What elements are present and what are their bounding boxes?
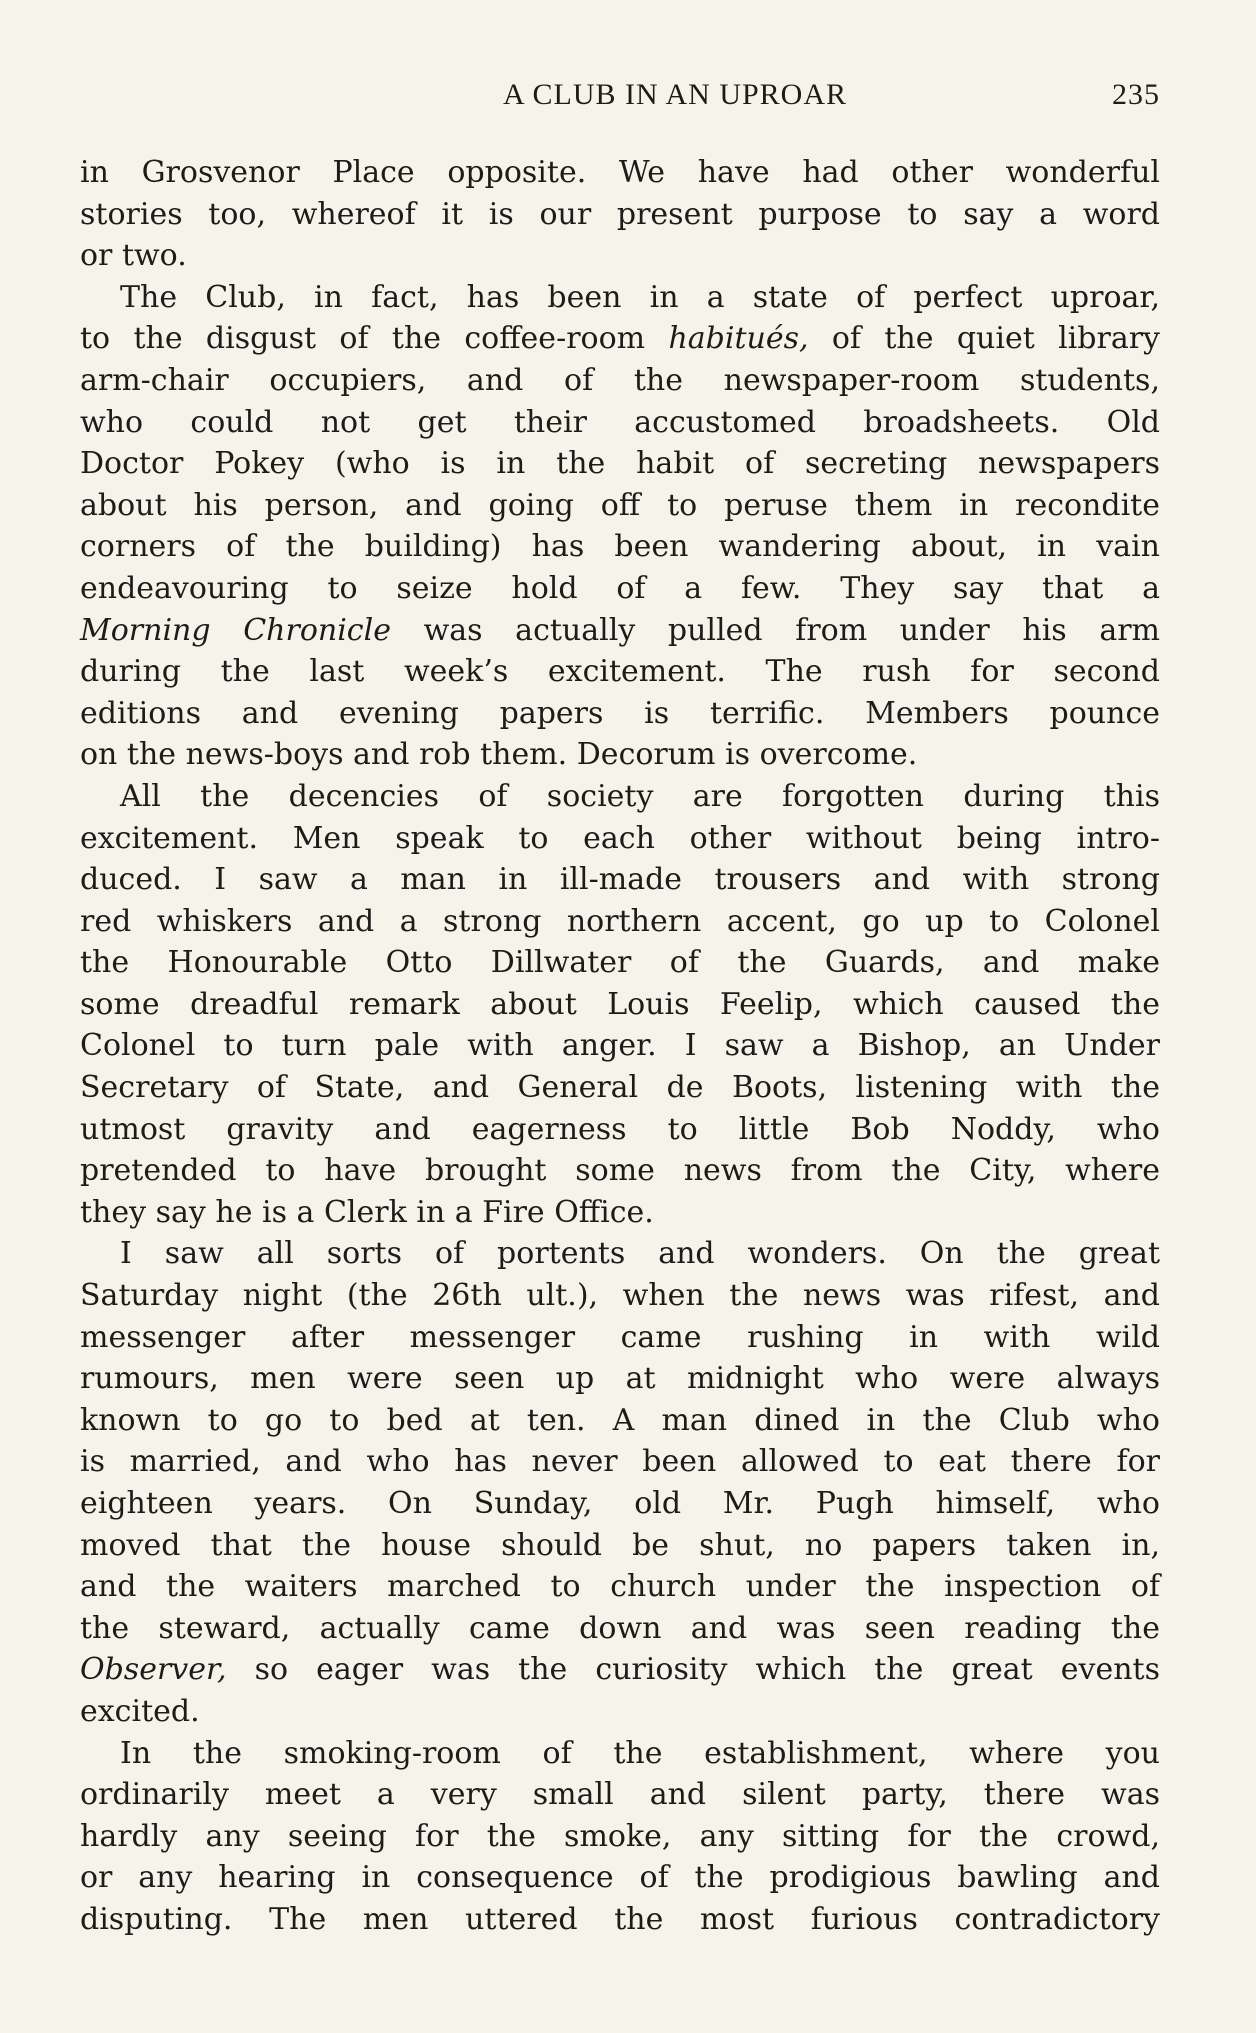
text-line: [80, 1483, 1160, 1525]
text-line: [80, 402, 1160, 444]
text-segment: some dreadful remark about Louis Feelip, which caused the: [80, 986, 1160, 1022]
text-line: [80, 693, 1160, 735]
text-segment: pretended to have brought some news from the City, where: [80, 1153, 1160, 1189]
text-line: [80, 235, 1160, 277]
text-line: [80, 1441, 1160, 1483]
text-segment: In the smoking-room of the establishment, where you: [120, 1735, 1160, 1771]
text-segment: moved that the house should be shut, no papers taken in,: [80, 1527, 1160, 1563]
text-line: [80, 1317, 1160, 1359]
text-line: [80, 1109, 1160, 1151]
text-line: [80, 942, 1160, 984]
text-segment: Doctor Pokey (who is in the habit of secreting newspapers: [80, 446, 1160, 482]
text-line: [80, 984, 1160, 1026]
text-line: [80, 318, 1160, 360]
text-segment: the steward, actually came down and was seen reading the: [80, 1610, 1160, 1646]
text-line: [80, 1691, 1160, 1733]
text-line: [80, 443, 1160, 485]
text-line: [80, 818, 1160, 860]
text-line: [80, 485, 1160, 527]
text-line: [80, 859, 1160, 901]
text-line: [80, 1067, 1160, 1109]
text-line: [80, 734, 1160, 776]
text-line: [80, 360, 1160, 402]
text-line: [80, 1857, 1160, 1899]
text-segment: disputing. The men uttered the most furious contradictory: [80, 1901, 1160, 1937]
text-segment: they say he is a Clerk in a Fire Office.: [80, 1194, 654, 1230]
italic-text: habitués,: [668, 321, 809, 357]
text-line: [80, 1025, 1160, 1067]
text-segment: utmost gravity and eagerness to little Bob Noddy, who: [80, 1111, 1160, 1147]
text-segment: who could not get their accustomed broadsheets. Old: [80, 404, 1160, 440]
text-segment: is married, and who has never been allowed to eat there for: [80, 1444, 1160, 1480]
text-segment: or two.: [80, 238, 187, 274]
text-line: [80, 1649, 1160, 1691]
text-segment: so eager was the curiosity which the great events: [226, 1652, 1160, 1688]
text-segment: known to go to bed at ten. A man dined in the Club who: [80, 1402, 1160, 1438]
text-line: [80, 526, 1160, 568]
text-segment: ordinarily meet a very small and silent party, there was: [80, 1777, 1160, 1813]
text-segment: red whiskers and a strong northern accent, go up to Colonel: [80, 903, 1160, 939]
text-segment: was actually pulled from under his arm: [390, 612, 1161, 648]
running-head: [80, 70, 1160, 120]
text-line: [80, 1400, 1160, 1442]
text-segment: The Club, in fact, has been in a state of perfect uproar,: [120, 279, 1160, 315]
text-line: [80, 152, 1160, 194]
text-segment: All the decencies of society are forgotten during this: [120, 778, 1160, 814]
text-segment: excited.: [80, 1693, 200, 1729]
text-line: [80, 1150, 1160, 1192]
text-line: [80, 610, 1160, 652]
text-line: [80, 194, 1160, 236]
text-segment: duced. I saw a man in ill-made trousers and with strong: [80, 862, 1160, 898]
text-line: [80, 568, 1160, 610]
text-line: [80, 1233, 1160, 1275]
text-segment: endeavouring to seize hold of a few. They say that a: [80, 570, 1160, 606]
text-segment: Colonel to turn pale with anger. I saw a Bishop, an Under: [80, 1028, 1160, 1064]
text-segment: arm-chair occupiers, and of the newspaper-room students,: [80, 362, 1160, 398]
text-segment: messenger after messenger came rushing in with wild: [80, 1319, 1160, 1355]
text-line: [80, 1608, 1160, 1650]
body-text: [80, 152, 1160, 1941]
italic-text: Morning Chronicle: [80, 612, 391, 648]
text-segment: editions and evening papers is terrific. Members pounce: [80, 695, 1160, 731]
text-segment: and the waiters marched to church under the inspection of: [80, 1569, 1160, 1605]
text-segment: Secretary of State, and General de Boots, listening with the: [80, 1070, 1160, 1106]
text-segment: to the disgust of the coffee-room: [80, 321, 669, 357]
text-line: [80, 1358, 1160, 1400]
text-segment: or any hearing in consequence of the prodigious bawling and: [80, 1860, 1160, 1896]
text-segment: of the quiet library: [808, 321, 1160, 357]
text-segment: the Honourable Otto Dillwater of the Guards, and make: [80, 945, 1160, 981]
text-line: [80, 1525, 1160, 1567]
text-segment: on the news-boys and rob them. Decorum is overcome.: [80, 737, 918, 773]
text-segment: stories too, whereof it is our present purpose to say a word: [80, 196, 1160, 232]
text-segment: rumours, men were seen up at midnight who were always: [80, 1361, 1160, 1397]
text-line: [80, 1816, 1160, 1858]
text-line: [80, 277, 1160, 319]
text-line: [80, 1774, 1160, 1816]
italic-text: Observer,: [80, 1652, 227, 1688]
text-segment: eighteen years. On Sunday, old Mr. Pugh himself, who: [80, 1486, 1160, 1521]
text-segment: I saw all sorts of portents and wonders. On the great: [120, 1236, 1160, 1272]
text-segment: hardly any seeing for the smoke, any sitting for the crowd,: [80, 1818, 1160, 1854]
page-number: 235: [1112, 78, 1160, 111]
text-line: [80, 1899, 1160, 1941]
text-segment: corners of the building) has been wandering about, in vain: [80, 529, 1160, 565]
text-line: [80, 1733, 1160, 1775]
text-line: [80, 901, 1160, 943]
text-segment: excitement. Men speak to each other without being intro-: [80, 820, 1160, 856]
text-segment: in Grosvenor Place opposite. We have had other wonderful: [80, 155, 1160, 190]
text-line: [80, 651, 1160, 693]
text-line: [80, 776, 1160, 818]
text-segment: during the last week’s excitement. The rush for second: [80, 654, 1160, 690]
text-segment: Saturday night (the 26th ult.), when the news was rifest, and: [80, 1278, 1160, 1314]
text-line: [80, 1566, 1160, 1608]
text-segment: about his person, and going off to peruse them in recondite: [80, 487, 1160, 523]
running-title: A CLUB IN AN UPROAR: [502, 78, 848, 111]
text-line: [80, 1192, 1160, 1234]
text-line: [80, 1275, 1160, 1317]
